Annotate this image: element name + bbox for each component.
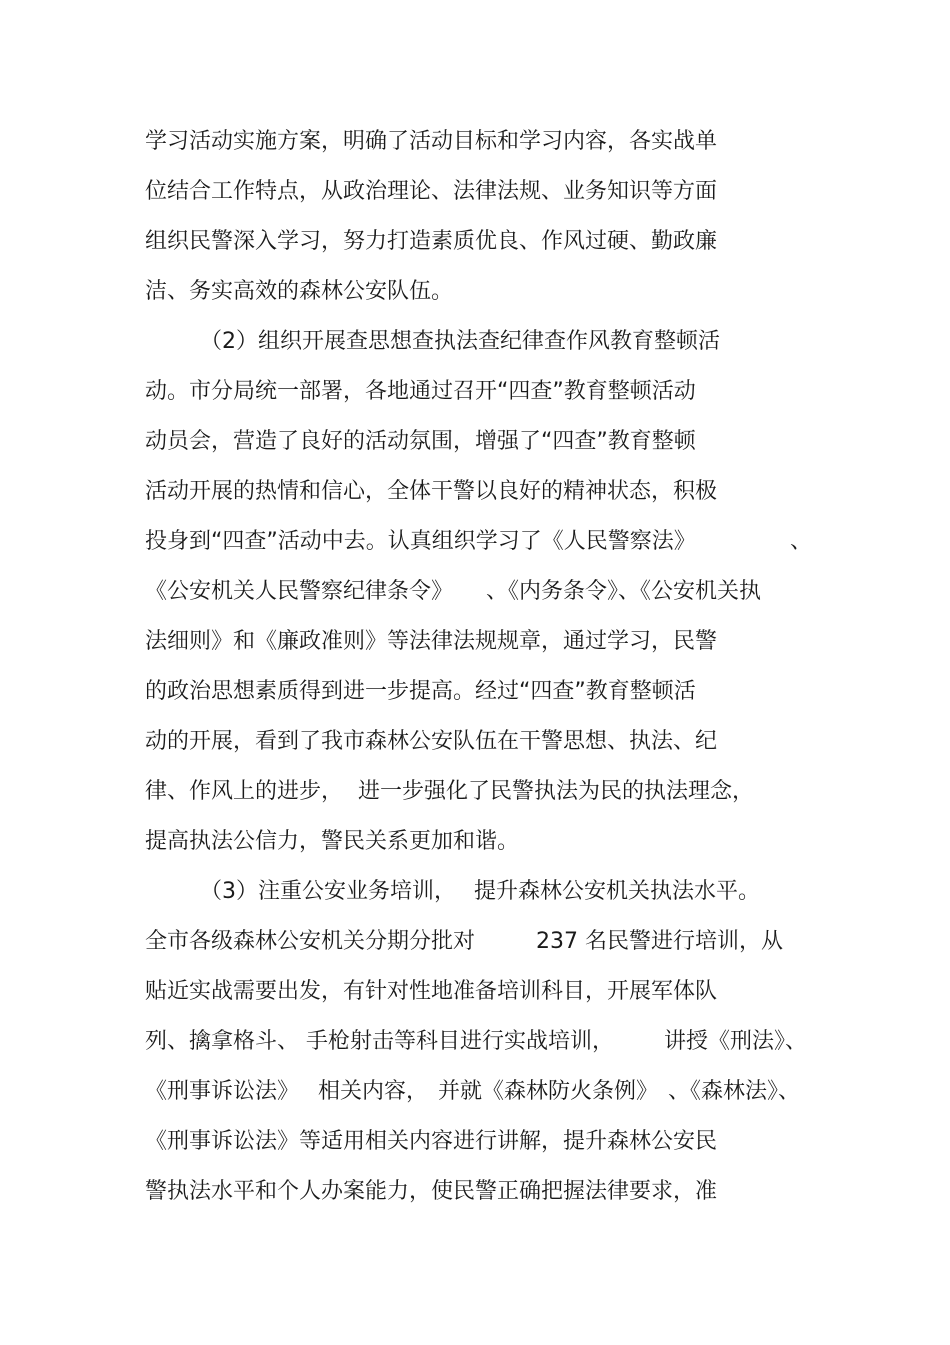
text-line: 位结合工作特点，从政治理论、法律法规、业务知识等方面 xyxy=(145,179,718,204)
text-line: 动。市分局统一部署，各地通过召开“四查”教育整顿活动 xyxy=(145,379,696,404)
text-line: 提高执法公信力，警民关系更加和谐。 xyxy=(145,829,520,854)
text-line: 动的开展，看到了我市森林公安队伍在干警思想、执法、纪 xyxy=(145,729,718,754)
text-line: （3）注重公安业务培训， xyxy=(200,879,456,904)
text-line: 进一步强化了民警执法为民的执法理念， xyxy=(358,779,755,804)
text-line: 《刑事诉讼法》 xyxy=(145,1079,300,1104)
text-line: 贴近实战需要出发，有针对性地准备培训科目，开展军体队 xyxy=(145,979,718,1004)
text-line: 组织民警深入学习，努力打造素质优良、作风过硬、勤政廉 xyxy=(145,229,718,254)
text-line: 、《森林法》、 xyxy=(668,1079,801,1104)
text-line: 的政治思想素质得到进一步提高。经过“四查”教育整顿活 xyxy=(145,679,696,704)
text-line: 《公安机关人民警察纪律条令》 xyxy=(145,579,454,604)
text-line: 洁、务实高效的森林公安队伍。 xyxy=(145,279,454,304)
text-line: 学习活动实施方案，明确了活动目标和学习内容，各实战单 xyxy=(145,129,718,154)
text-line: 列、擒拿格斗、 手枪射击等科目进行实战培训， xyxy=(145,1029,614,1054)
text-line: 律、作风上的进步， xyxy=(145,779,344,804)
text-line: 、《内务条令》、《公安机关执 xyxy=(486,579,762,604)
text-line: 警执法水平和个人办案能力，使民警正确把握法律要求，准 xyxy=(145,1179,718,1204)
text-line: 动员会，营造了良好的活动氛围，增强了“四查”教育整顿 xyxy=(145,429,696,454)
text-line: 《刑事诉讼法》等适用相关内容进行讲解，提升森林公安民 xyxy=(145,1129,718,1154)
text-line: 活动开展的热情和信心，全体干警以良好的精神状态，积极 xyxy=(145,479,718,504)
text-line: 提升森林公安机关执法水平。 xyxy=(474,879,761,904)
text-line: 法细则》和《廉政准则》等法律法规规章，通过学习，民警 xyxy=(145,629,718,654)
text-line: 相关内容， xyxy=(318,1079,429,1104)
text-line: 、 xyxy=(790,529,813,554)
text-line: 投身到“四查”活动中去。认真组织学习了《人民警察法》 xyxy=(145,529,696,554)
text-line: 全市各级森林公安机关分期分批对 xyxy=(145,929,476,954)
text-line: 并就《森林防火条例》 xyxy=(438,1079,659,1104)
text-line: 讲授《刑法》、 xyxy=(664,1029,808,1054)
text-line: 237 名民警进行培训，从 xyxy=(536,929,783,954)
text-line: （2）组织开展查思想查执法查纪律查作风教育整顿活 xyxy=(200,329,720,354)
